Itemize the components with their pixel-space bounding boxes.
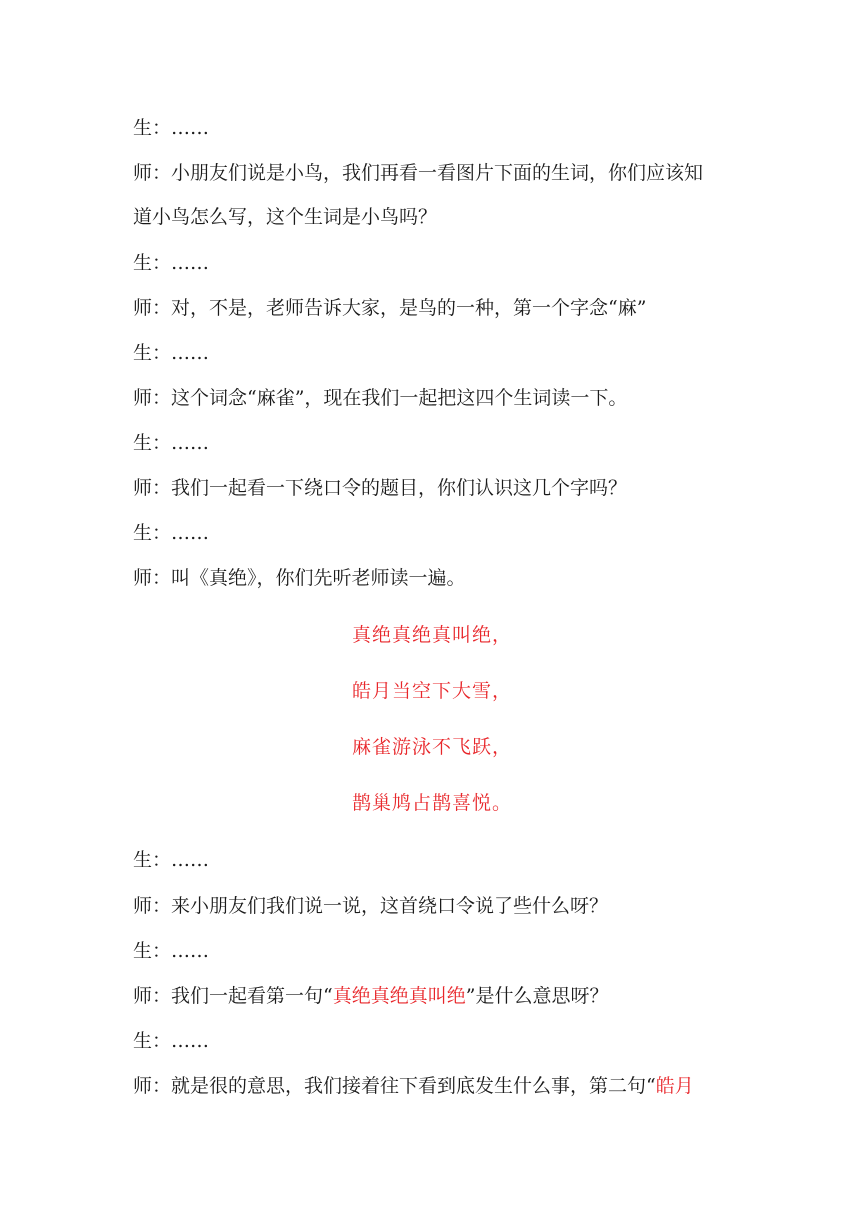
highlighted-quote: 真绝真绝真叫绝 — [332, 985, 466, 1007]
dialogue-line — [133, 1074, 694, 1098]
dialogue-line: 生：…… — [133, 342, 210, 364]
dialogue-line: 师：来小朋友们我们说一说，这首绕口令说了些什么呀？ — [133, 895, 609, 917]
dialogue-line: 生：…… — [133, 1030, 210, 1052]
poem-line-text: 麻雀游泳不飞跃， — [351, 736, 512, 758]
poem-line — [0, 735, 860, 759]
dialogue-line: 师：我们一起看一下绕口令的题目，你们认识这几个字吗？ — [133, 477, 628, 499]
poem-line-text: 鹊巢鸠占鹊喜悦。 — [351, 792, 512, 814]
dialogue-line: 师：对，不是，老师告诉大家，是鸟的一种，第一个字念“麻” — [133, 297, 647, 319]
dialogue-line: 生：…… — [133, 522, 210, 544]
dialogue-line: 生：…… — [133, 432, 210, 454]
dialogue-line: 生：…… — [133, 940, 210, 962]
poem-line — [0, 623, 860, 647]
dialogue-line: 道小鸟怎么写，这个生词是小鸟吗？ — [133, 206, 438, 228]
dialogue-line: 师：叫《真绝》，你们先听老师读一遍。 — [133, 567, 466, 589]
dialogue-line: 师：小朋友们说是小鸟，我们再看一看图片下面的生词，你们应该知 — [133, 162, 704, 184]
highlighted-quote: 皓月 — [655, 1075, 694, 1097]
dialogue-line: 生：…… — [133, 252, 210, 274]
dialogue-line — [133, 984, 608, 1008]
dialogue-line: 师：这个词念“麻雀”，现在我们一起把这四个生词读一下。 — [133, 387, 628, 409]
poem-line-text: 皓月当空下大雪， — [351, 680, 512, 702]
dialogue-text: 师：我们一起看第一句“ — [133, 985, 333, 1007]
dialogue-line: 生：…… — [133, 117, 210, 139]
poem-line — [0, 791, 860, 815]
poem-line — [0, 679, 860, 703]
dialogue-text: ”是什么意思呀？ — [465, 985, 609, 1007]
dialogue-line: 生：…… — [133, 849, 210, 871]
poem-line-text: 真绝真绝真叫绝， — [351, 624, 512, 646]
dialogue-text: 师：就是很的意思，我们接着往下看到底发生什么事，第二句“ — [133, 1075, 656, 1097]
